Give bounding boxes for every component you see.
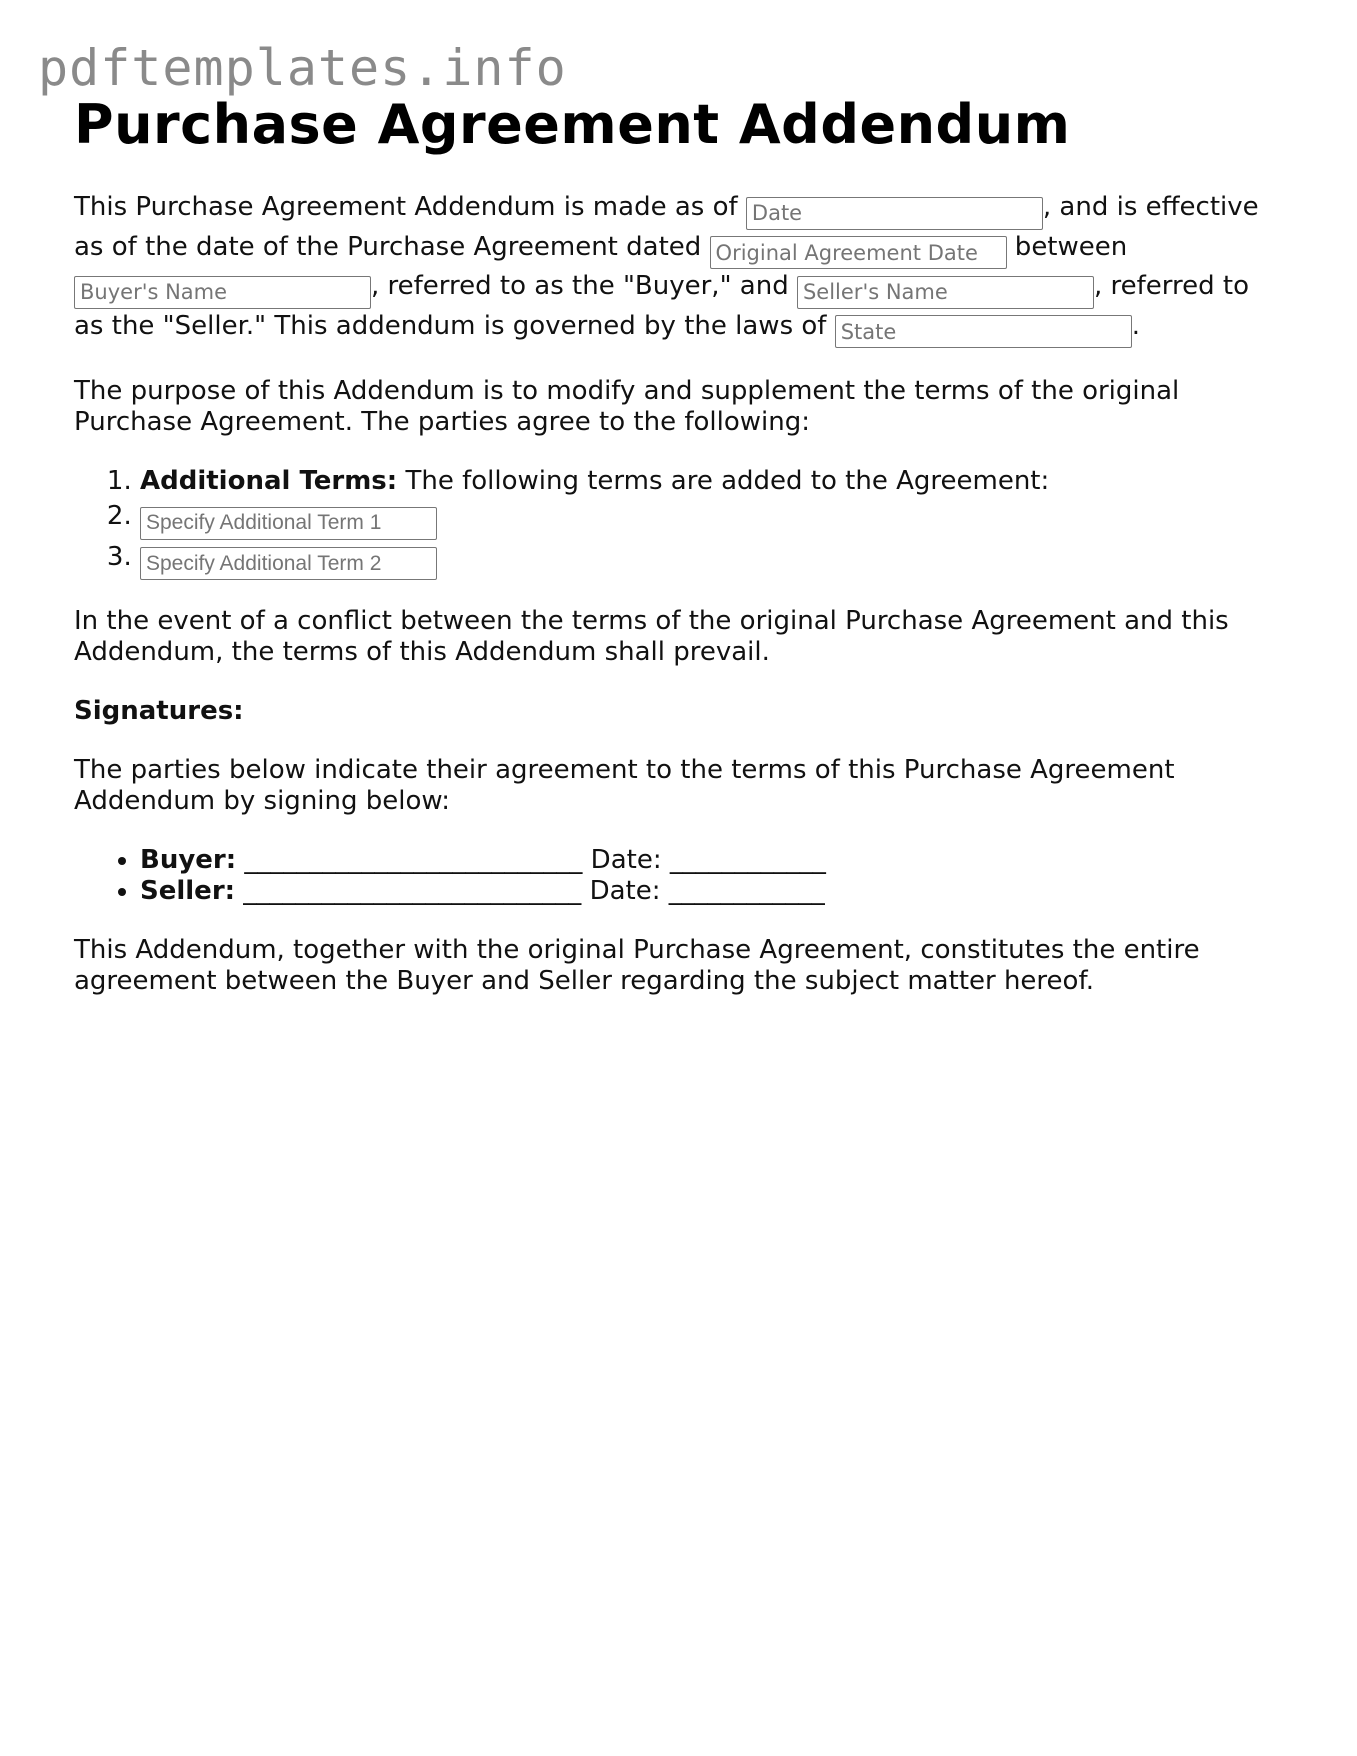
closing-paragraph: This Addendum, together with the original Purchase Agreement, constitutes the entire agreement between the Buyer and Seller regarding the subject matter hereof.: [74, 935, 1200, 996]
seller-signature-blank: __________________________ Date: ____________: [235, 876, 825, 906]
additional-terms-label: Additional Terms:: [140, 466, 398, 496]
seller-name-field[interactable]: [797, 276, 1094, 309]
document-title: Purchase Agreement Addendum: [74, 93, 1071, 156]
date-field[interactable]: [746, 197, 1043, 230]
list-item: [140, 540, 1284, 581]
buyer-label: Buyer:: [140, 845, 237, 875]
intro-text-6: .: [1131, 310, 1140, 341]
terms-list: [74, 464, 1284, 580]
intro-text-1: This Purchase Agreement Addendum is made as of: [74, 192, 746, 222]
conflict-paragraph: In the event of a conflict between the terms of the original Purchase Agreement and this Addendum, the terms of this Addendum shall prevail.: [74, 606, 1229, 667]
list-item: [140, 499, 1284, 540]
seller-signature-line: [140, 876, 1284, 907]
purpose-paragraph: The purpose of this Addendum is to modify and supplement the terms of the original Purchase Agreement. The parties agree to the following:: [74, 376, 1180, 437]
buyer-name-field[interactable]: [74, 276, 371, 309]
intro-text-5: , referred to as the "Seller." This addendum is governed by the laws of: [74, 271, 1249, 341]
additional-term-1-field[interactable]: [140, 507, 437, 540]
state-field[interactable]: [835, 315, 1132, 348]
original-agreement-date-field[interactable]: [710, 236, 1007, 269]
list-item: [140, 464, 1284, 499]
buyer-signature-blank: __________________________ Date: ____________: [236, 845, 826, 875]
intro-text-4: , referred to as the "Buyer," and: [371, 271, 797, 301]
additional-term-2-field[interactable]: [140, 547, 437, 580]
intro-text-3: between: [1006, 231, 1128, 262]
signatures-heading: Signatures:: [74, 696, 244, 726]
buyer-signature-line: [140, 845, 1284, 876]
document-page: [74, 92, 1284, 997]
intro-paragraph: [74, 190, 1284, 348]
signature-list: [74, 845, 1284, 907]
seller-label: Seller:: [140, 876, 236, 906]
parties-paragraph: The parties below indicate their agreement to the terms of this Purchase Agreement Addendum by signing below:: [74, 755, 1175, 816]
watermark-text: pdftemplates.info: [38, 39, 567, 97]
additional-terms-text: The following terms are added to the Agreement:: [397, 466, 1050, 496]
intro-text-2: , and is effective as of the date of the Purchase Agreement dated: [74, 192, 1259, 262]
